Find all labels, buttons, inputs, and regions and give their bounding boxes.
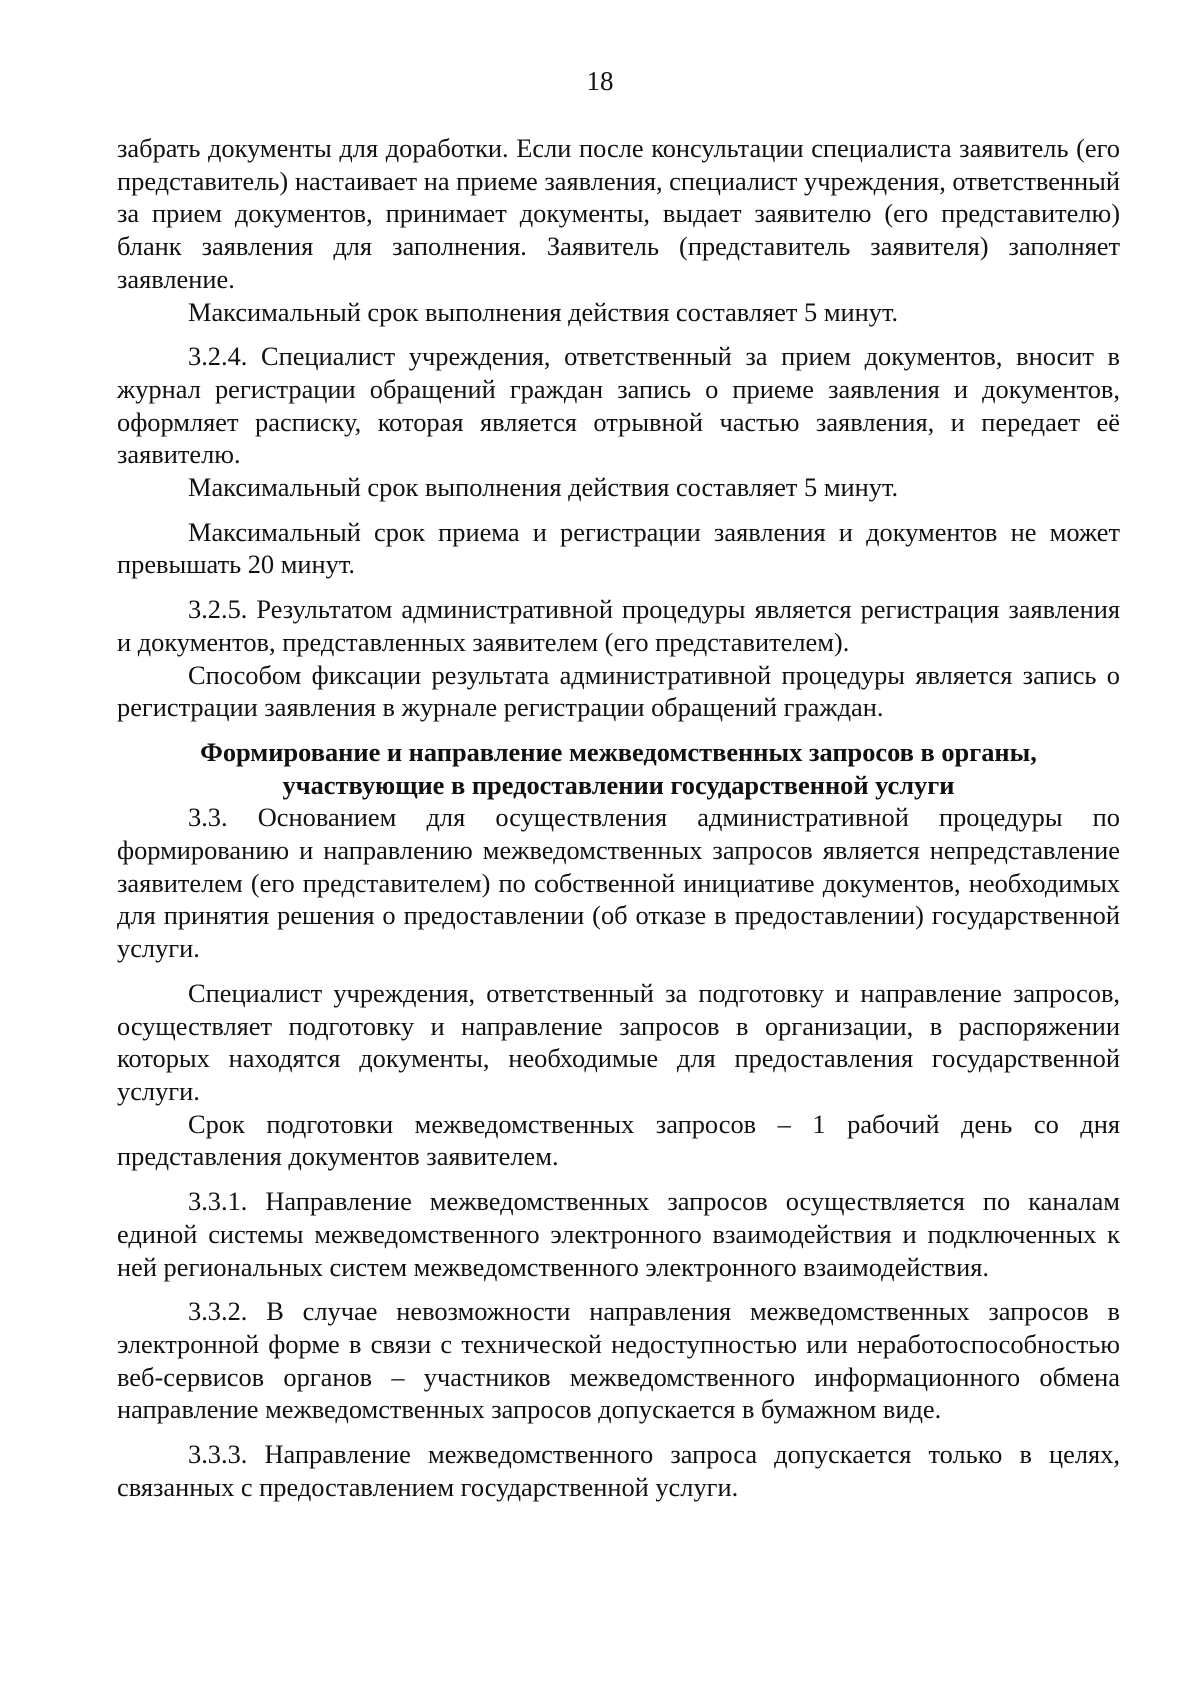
paragraph: Специалист учреждения, ответственный за подготовку и направление запросов, осуществляет подготовку и направление запросов в организации, в распоряжении которых находятся документы, необходимые для предоставления государственной услуги. <box>117 977 1120 1106</box>
paragraph: Срок подготовки межведомственных запросов – 1 рабочий день со дня представления документов заявителем. <box>117 1108 1120 1172</box>
paragraph: Максимальный срок выполнения действия составляет 5 минут. <box>188 296 899 327</box>
paragraph: 3.3.3. Направление межведомственного запроса допускается только в целях, связанных с предоставлением государственной услуги. <box>117 1439 1120 1502</box>
section-heading-line-1: Формирование и направление межведомственных запросов в органы, <box>200 736 1037 767</box>
paragraph: 3.3. Основанием для осуществления административной процедуры по формированию и направлению межведомственных запросов является непредставление заявителем (его представителем) по собственной инициативе документов, необходимых для принятия решения о предоставлении (об отказе в предоставлении) государственной услуги. <box>117 802 1120 964</box>
paragraph: Способом фиксации результата административной процедуры является запись о регистрации заявления в журнале регистрации обращений граждан. <box>117 659 1120 723</box>
paragraph: 3.2.5. Результатом административной процедуры является регистрация заявления и документов, представленных заявителем (его представителем). <box>117 594 1120 657</box>
page-number: 18 <box>586 66 614 96</box>
paragraph: Максимальный срок приема и регистрации заявления и документов не может превышать 20 минут. <box>117 516 1120 580</box>
paragraph: 3.3.2. В случае невозможности направления межведомственных запросов в электронной форме в связи с технической недоступностью или неработоспособностью веб-сервисов органов – участников межведомственного информационного обмена направление межведомственных запросов допускается в бумажном виде. <box>117 1296 1120 1425</box>
paragraph: Максимальный срок выполнения действия составляет 5 минут. <box>188 472 899 503</box>
document-body <box>117 132 1120 1503</box>
section-heading-line-2: участвующие в предоставлении государственной услуги <box>282 769 955 800</box>
paragraph: 3.2.4. Специалист учреждения, ответственный за прием документов, вносит в журнал регистрации обращений граждан запись о приеме заявления и документов, оформляет расписку, которая является отрывной частью заявления, и передает её заявителю. <box>117 341 1120 470</box>
paragraph: 3.3.1. Направление межведомственных запросов осуществляется по каналам единой системы межведомственного электронного взаимодействия и подключенных к ней региональных систем межведомственного электронного взаимодействия. <box>117 1186 1120 1282</box>
paragraph: забрать документы для доработки. Если после консультации специалиста заявитель (его представитель) настаивает на приеме заявления, специалист учреждения, ответственный за прием документов, принимает документы, выдает заявителю (его представителю) бланк заявления для заполнения. Заявитель (представитель заявителя) заполняет заявление. <box>117 133 1121 294</box>
section-heading <box>117 736 1120 801</box>
